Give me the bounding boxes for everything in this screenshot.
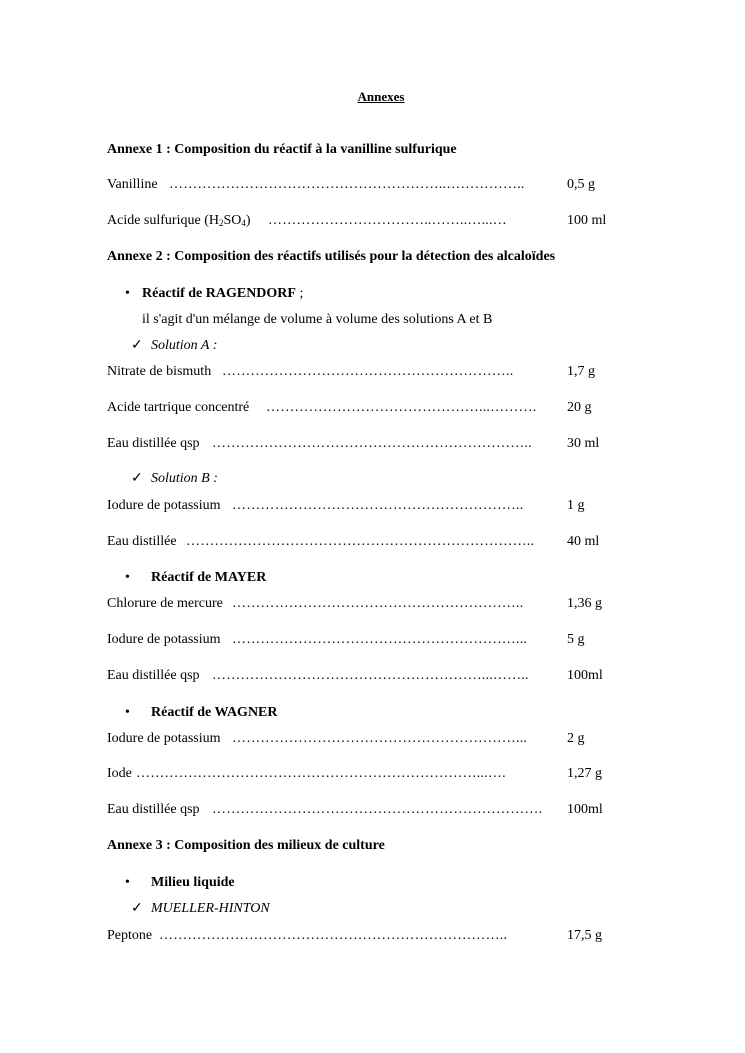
ingredient-row (107, 731, 607, 747)
ingredient-label: Eau distillée qsp (107, 802, 200, 817)
reagent-name: Réactif de MAYER (151, 570, 267, 585)
ingredient-amount: 20 g (567, 400, 592, 415)
dot-leader: ……………………………..……..…...… (268, 213, 507, 228)
ingredient-row (107, 802, 607, 818)
check-icon: ✓ (131, 471, 143, 486)
bullet-dot: • (125, 875, 130, 890)
check-icon: ✓ (131, 901, 143, 916)
dot-leader: …………………………………………………….. (232, 498, 524, 513)
ingredient-row (107, 400, 607, 416)
reagent-wagner (125, 705, 278, 721)
ingredient-label: Iodure de potassium (107, 731, 221, 746)
ingredient-amount: 5 g (567, 632, 585, 647)
dot-leader: ……………………………………………………………….. (159, 928, 508, 943)
ingredient-label: Iodure de potassium (107, 498, 221, 513)
ingredient-row-vanilline (107, 177, 607, 193)
ingredient-row (107, 498, 607, 514)
ingredient-row (107, 928, 607, 944)
annex-2-heading: Annexe 2 : Composition des réactifs utilisés pour la détection des alcaloïdes (107, 249, 556, 264)
ingredient-amount: 2 g (567, 731, 585, 746)
ingredient-amount: 1,36 g (567, 596, 602, 611)
ingredient-label: Acide sulfurique $(H_2SO_4)$ (107, 213, 251, 228)
ingredient-amount: 30 ml (567, 436, 600, 451)
solution-label: Solution A : (151, 338, 218, 353)
dot-leader: ………………………………………………………….. (212, 436, 532, 451)
ingredient-row-acide-sulfurique (107, 213, 607, 229)
ingredient-amount: 100ml (567, 668, 603, 683)
dot-leader: …………………………………………………..…………….. (169, 177, 525, 192)
ingredient-amount: 100 ml (567, 213, 607, 228)
ingredient-amount: 17,5 g (567, 928, 602, 943)
ingredient-row (107, 668, 607, 684)
dot-leader: ………………………………………………………………...…. (136, 766, 506, 781)
ingredient-label: Eau distillée qsp (107, 436, 200, 451)
annex-1-heading: Annexe 1 : Composition du réactif à la vanilline sulfurique (107, 142, 457, 157)
dot-leader: ……………………………………………………... (232, 731, 528, 746)
dot-leader: …………………………………………………….. (222, 364, 514, 379)
bullet-dot: • (125, 286, 130, 301)
ingredient-amount: 1 g (567, 498, 585, 513)
solution-label: Solution B : (151, 471, 218, 486)
ingredient-label: Vanilline (107, 177, 158, 192)
dot-leader: ……………………………………………………………….. (186, 534, 535, 549)
ingredient-label: Iodure de potassium (107, 632, 221, 647)
solution-b-heading (131, 471, 331, 487)
bullet-dot: • (125, 570, 130, 585)
ingredient-label: Peptone (107, 928, 153, 943)
reagent-mayer (125, 570, 266, 586)
annex-3-heading: Annexe 3 : Composition des milieux de culture (107, 838, 385, 853)
dot-leader: ……………………………………………………... (232, 632, 528, 647)
dot-leader: …………………………………………………….. (232, 596, 524, 611)
ingredient-row (107, 364, 607, 380)
reagent-name: Réactif de WAGNER (151, 705, 278, 720)
dot-leader: ……………………………………………………………. (212, 802, 543, 817)
ingredient-amount: 40 ml (567, 534, 600, 549)
bullet-dot: • (125, 705, 130, 720)
ingredient-label: Nitrate de bismuth (107, 364, 212, 379)
page-title: Annexes (357, 89, 405, 104)
ingredient-amount: 1,7 g (567, 364, 595, 379)
reagent-name: Réactif de RAGENDORF (142, 286, 296, 301)
milieu-liquide (125, 875, 235, 891)
ingredient-amount: 0,5 g (567, 177, 595, 192)
ingredient-row (107, 436, 607, 452)
solution-a-heading (131, 338, 331, 354)
ingredient-row (107, 534, 607, 550)
dot-leader: ………………………………………...………. (266, 400, 537, 415)
dot-leader: …………………………………………………...…….. (212, 668, 529, 683)
reagent-description: il s'agit d'un mélange de volume à volume des solutions A et B (142, 312, 493, 327)
milieu-name: Milieu liquide (151, 875, 235, 890)
ingredient-row (107, 766, 607, 782)
ingredient-label: Iode (107, 766, 132, 781)
ingredient-amount: 100ml (567, 802, 603, 817)
ingredient-label: Chlorure de mercure (107, 596, 223, 611)
ingredient-row (107, 632, 607, 648)
check-icon: ✓ (131, 338, 143, 353)
ingredient-amount: 1,27 g (567, 766, 602, 781)
ingredient-label: Eau distillée qsp (107, 668, 200, 683)
ingredient-label: Acide tartrique concentré (107, 400, 250, 415)
ingredient-label: Eau distillée (107, 534, 177, 549)
ingredient-row (107, 596, 607, 612)
medium-label: MUELLER-HINTON (151, 901, 270, 916)
mueller-hinton-heading (131, 901, 351, 917)
reagent-suffix: ; (295, 286, 304, 301)
reagent-ragendorf (125, 286, 303, 302)
